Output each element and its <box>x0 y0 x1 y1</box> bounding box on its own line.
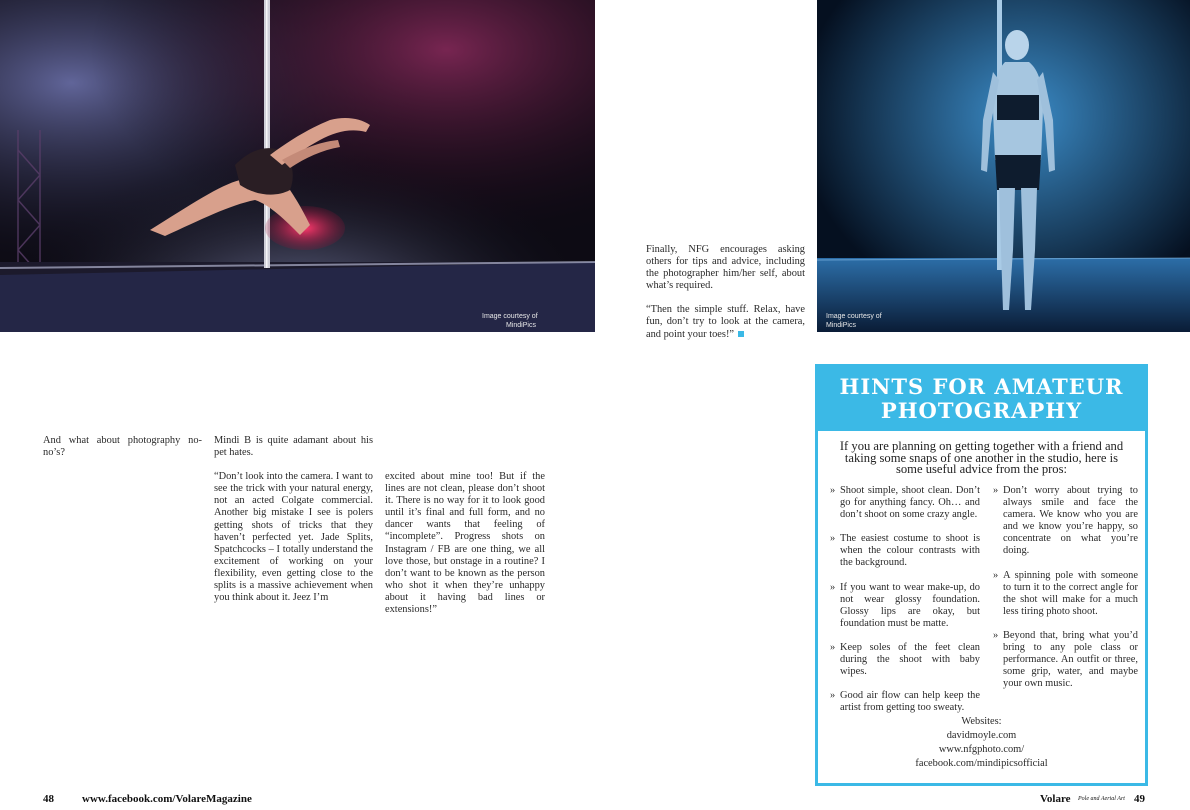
left-footer-url[interactable]: www.facebook.com/VolareMagazine <box>82 793 252 805</box>
websites-block <box>818 715 1145 771</box>
website-link[interactable]: davidmoyle.com <box>946 730 1017 741</box>
end-of-article-marker <box>738 331 744 337</box>
left-column-1 <box>43 435 202 471</box>
tip-item: » A spinning pole with someone to turn it to the correct angle for the shot will make for a much less tiring photo shoot. <box>993 570 1138 618</box>
left-page-number: 48 <box>43 793 54 805</box>
photo-credit-right-line1: Image courtesy of <box>826 313 882 320</box>
right-paragraph-1: Finally, NFG encourages asking others for tips and advice, including the photographer him/her self, about what’s required. <box>646 244 805 292</box>
left-col2-paragraph-2: “Don’t look into the camera. I want to see the trick with your natural energy, not an acted Colgate commercial. Another big mistake I see is polers getting shots of tricks that they haven’t perfected yet. Jade Splits, Spatchcocks – I totally understand the excitement of working on your flexibility, even getting close to the splits is a massive achievement when you think about it. Jeez I’m <box>214 471 373 604</box>
tip-item: » If you want to wear make-up, do not wear glossy foundation. Glossy lips are okay, but foundation must be matte. <box>830 582 980 630</box>
tip-item: » The easiest costume to shoot is when the colour contrasts with the background. <box>830 533 980 569</box>
websites-label: Websites: <box>961 716 1002 727</box>
hints-box <box>815 364 1148 786</box>
left-column-2 <box>214 435 373 616</box>
photo-credit-right-line2: MindiPics <box>826 322 856 329</box>
right-text-column <box>646 244 805 353</box>
left-column-3 <box>385 471 545 628</box>
tip-item: » Don’t worry about trying to always smile and face the camera. We know who you are and we know you’re happy, so concentrate on what you’re doing. <box>993 485 1138 558</box>
right-paragraph-2-text: “Then the simple stuff. Relax, have fun, don’t try to look at the camera, and point your toes!” <box>646 304 805 340</box>
brand-name: Volare <box>1040 793 1071 805</box>
photo-credit-left <box>482 312 538 330</box>
website-link[interactable]: www.nfgphoto.com/ <box>938 744 1025 755</box>
tips-left-list <box>830 485 980 726</box>
tip-item: » Shoot simple, shoot clean. Don’t go for anything fancy. Oh… and don’t shoot on some crazy angle. <box>830 485 980 521</box>
photo-credit-left-line2: MindiPics <box>506 322 536 329</box>
hints-title-line2: PHOTOGRAPHY <box>880 398 1083 423</box>
tip-item: » Keep soles of the feet clean during the shoot with baby wipes. <box>830 642 980 678</box>
hints-title-line1: HINTS FOR AMATEUR <box>839 374 1124 399</box>
tip-item: » Good air flow can help keep the artist from getting too sweaty. <box>830 690 980 714</box>
right-paragraph-2 <box>646 304 805 340</box>
tips-right-list <box>993 485 1138 702</box>
standing-performer-photo <box>817 0 1190 332</box>
left-col1-paragraph-1: And what about photography no-no’s? <box>43 435 202 459</box>
pole-dancer-image <box>0 0 595 332</box>
right-page-number: 49 <box>1134 793 1145 805</box>
hints-box-title <box>818 367 1145 431</box>
photo-credit-right <box>826 312 882 330</box>
standing-performer-image <box>817 0 1190 332</box>
hints-intro: If you are planning on getting together with a friend and taking some snaps of one another in the studio, here is some useful advice from the pros: <box>839 439 1124 476</box>
photo-credit-left-line1: Image courtesy of <box>482 313 538 320</box>
left-col2-paragraph-1: Mindi B is quite adamant about his pet hates. <box>214 435 373 459</box>
brand-tagline: Pole and Aerial Art <box>1078 796 1125 802</box>
left-col3-paragraph-1: excited about mine too! But if the lines are not clean, please don’t shoot it. There is no way for it to look good until it’s final and full form, and no dancer wants that feeling of “incomplete”. Progress shots on Instagram / FB are one thing, we all love those, but onstage in a routine? I don’t want to be known as the person who shot it when they’re unhappy about it having bad lines or extensions!” <box>385 471 545 616</box>
tip-item: » Beyond that, bring what you’d bring to any pole class or performance. An outfit or three, some grip, water, and maybe your own music. <box>993 630 1138 690</box>
website-link[interactable]: facebook.com/mindipicsofficial <box>915 758 1048 769</box>
pole-dancer-photo <box>0 0 595 332</box>
